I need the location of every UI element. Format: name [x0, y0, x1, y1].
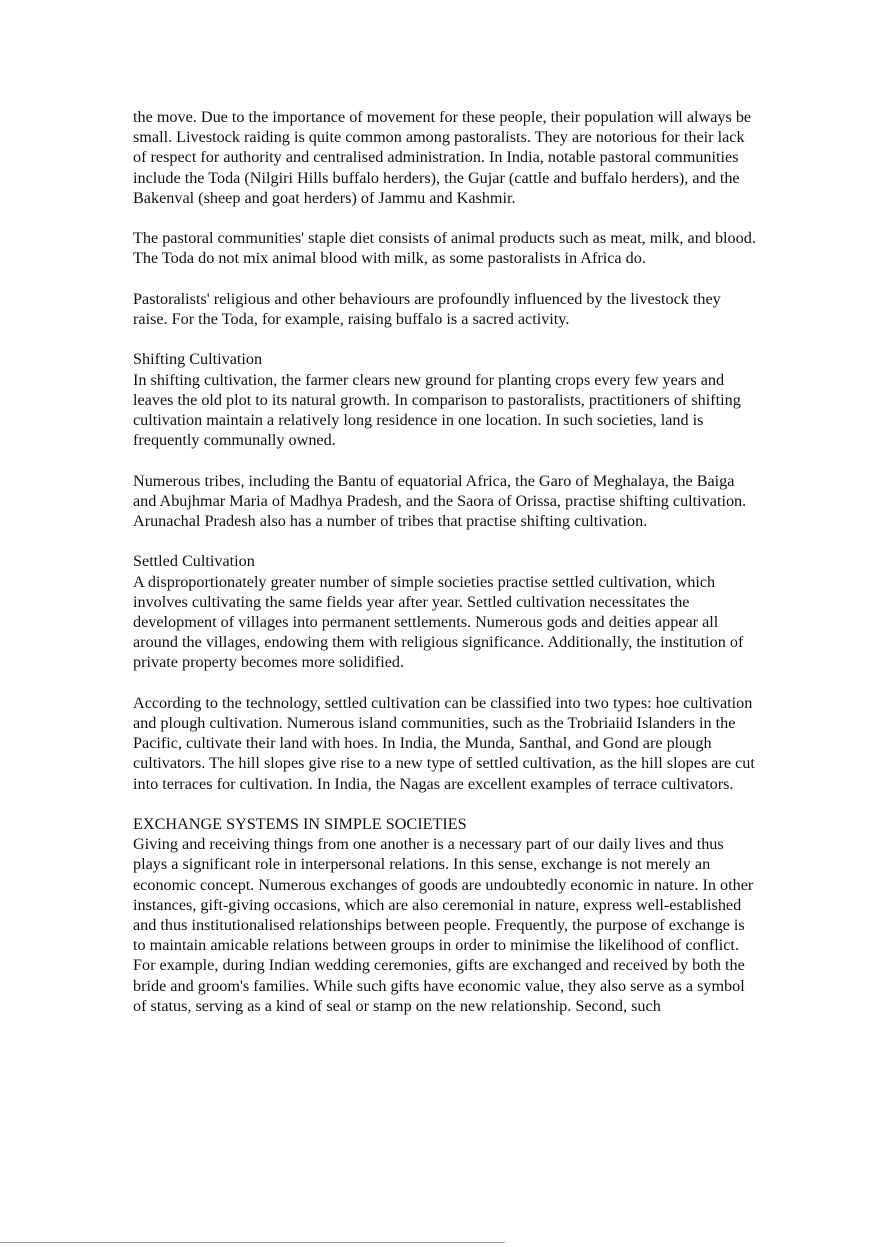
body-paragraph: Pastoralists' religious and other behaviours are profoundly influenced by the livestock they raise. For the Toda, for example, raising buffalo is a sacred activity.	[133, 289, 721, 328]
section-heading: Shifting Cultivation	[133, 350, 263, 369]
body-paragraph: In shifting cultivation, the farmer clears new ground for planting crops every few years and leaves the old plot to its natural growth. In comparison to pastoralists, practitioners of shifting cultivation maintain a relatively long residence in one location. In such societies, land is frequently communally owned.	[133, 370, 741, 450]
section-heading: EXCHANGE SYSTEMS IN SIMPLE SOCIETIES	[133, 815, 467, 833]
body-paragraph: the move. Due to the importance of movement for these people, their population will always be small. Livestock raiding is quite common among pastoralists. They are notorious for their lack of respect for authority and centralised administration. In India, notable pastoral communities include the Toda (Nilgiri Hills buffalo herders), the Gujar (cattle and buffalo herders), and the Bakenval (sheep and goat herders) of Jammu and Kashmir.	[133, 108, 752, 207]
body-paragraph: A disproportionately greater number of simple societies practise settled cultivation, which involves cultivating the same fields year after year. Settled cultivation necessitates the development of villages into permanent settlements. Numerous gods and deities appear all around the villages, endowing them with religious significance. Additionally, the institution of private property becomes more solidified.	[133, 572, 744, 672]
body-paragraph: Giving and receiving things from one another is a necessary part of our daily lives and thus plays a significant role in interpersonal relations. In this sense, exchange is not merely an economic concept. Numerous exchanges of goods are undoubtedly economic in nature. In other instances, gift-giving occasions, which are also ceremonial in nature, express well-established and thus institutionalised relationships between people. Frequently, the purpose of exchange is to maintain amicable relations between groups in order to minimise the likelihood of conflict. For example, during Indian wedding ceremonies, gifts are exchanged and received by both the bride and groom's families. While such gifts have economic value, they also serve as a symbol of status, serving as a kind of seal or stamp on the new relationship. Second, such	[133, 835, 754, 1015]
body-paragraph: Numerous tribes, including the Bantu of equatorial Africa, the Garo of Meghalaya, the Baiga and Abujhmar Maria of Madhya Pradesh, and the Saora of Orissa, practise shifting cultivation. Arunachal Pradesh also has a number of tribes that practise shifting cultivation.	[133, 471, 747, 530]
section-heading: Settled Cultivation	[133, 552, 255, 571]
body-paragraph: The pastoral communities' staple diet consists of animal products such as meat, milk, and blood. The Toda do not mix animal blood with milk, as some pastoralists in Africa do.	[133, 229, 756, 268]
footer-divider	[0, 1242, 505, 1243]
page-body	[133, 107, 758, 1036]
body-paragraph: According to the technology, settled cultivation can be classified into two types: hoe cultivation and plough cultivation. Numerous island communities, such as the Trobriaiid Islanders in the Pacific, cultivate their land with hoes. In India, the Munda, Santhal, and Gond are plough cultivators. The hill slopes give rise to a new type of settled cultivation, as the hill slopes are cut into terraces for cultivation. In India, the Nagas are excellent examples of terrace cultivators.	[133, 693, 755, 793]
